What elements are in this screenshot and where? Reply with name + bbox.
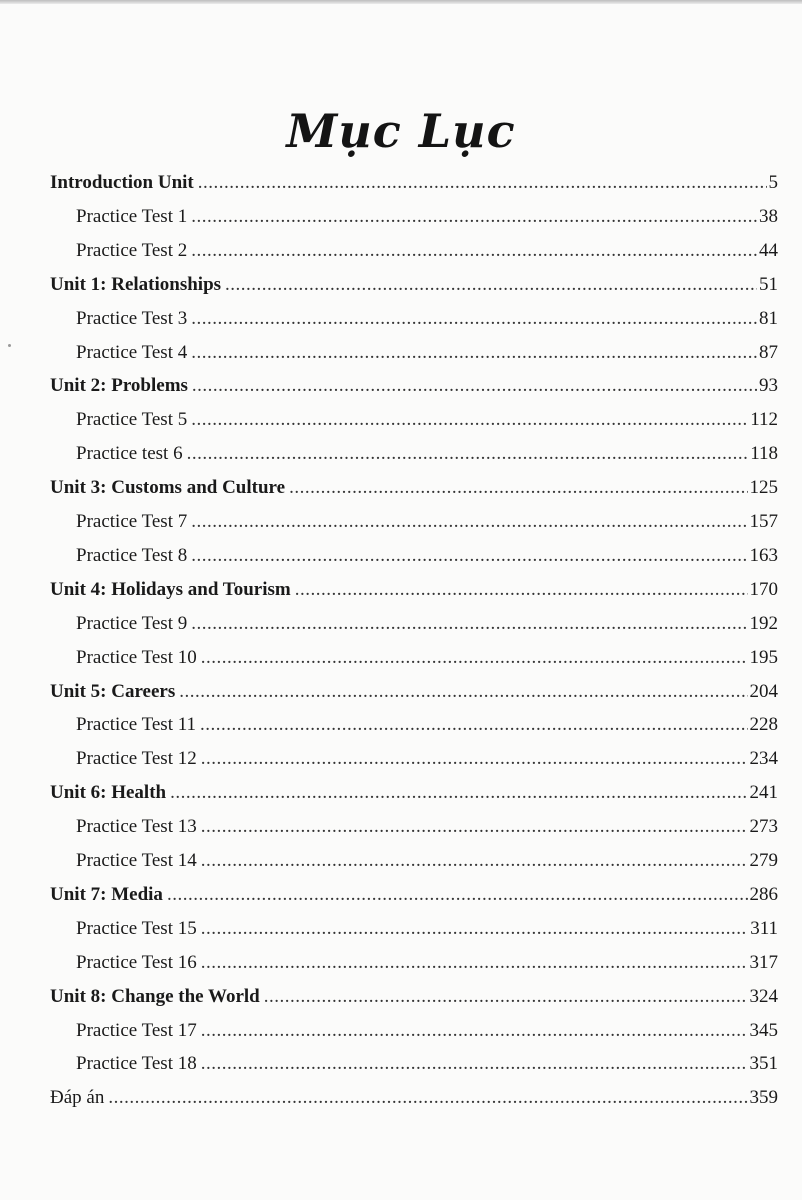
toc-test-entry (76, 743, 778, 775)
dot-leader (201, 811, 748, 843)
dot-leader (170, 777, 747, 809)
scan-speck (8, 344, 11, 347)
page-top-edge (0, 0, 802, 4)
toc-entry-label: Practice Test 8 (76, 544, 188, 566)
toc-entry-label: Unit 2: Problems (50, 375, 188, 397)
toc-entry-page: 324 (749, 985, 778, 1007)
toc-entry-label: Practice Test 1 (76, 205, 188, 227)
dot-leader (201, 1015, 748, 1047)
toc-unit-entry (50, 269, 778, 301)
toc-entry-label: Practice Test 11 (76, 714, 197, 736)
toc-entry-label: Practice test 6 (76, 443, 183, 465)
toc-test-entry (76, 608, 778, 640)
toc-unit-entry (50, 879, 778, 911)
dot-leader (201, 642, 748, 674)
toc-entry-page: 81 (759, 307, 778, 329)
toc-test-entry (76, 1015, 778, 1047)
toc-entry-page: 204 (749, 680, 778, 702)
dot-leader (179, 676, 747, 708)
toc-unit-entry (50, 676, 778, 708)
toc-entry-page: 273 (749, 816, 778, 838)
toc-entry-page: 241 (749, 782, 778, 804)
toc-entry-page: 192 (749, 612, 778, 634)
dot-leader (201, 1048, 748, 1080)
dot-leader (192, 370, 757, 402)
toc-entry-page: 112 (750, 409, 778, 431)
dot-leader (225, 269, 757, 301)
toc-entry-label: Practice Test 13 (76, 816, 197, 838)
dot-leader (201, 913, 748, 945)
toc-test-entry (76, 811, 778, 843)
toc-entry-page: 51 (759, 273, 778, 295)
toc-test-entry (76, 201, 778, 233)
toc-entry-page: 311 (750, 917, 778, 939)
toc-entry-page: 170 (749, 578, 778, 600)
dot-leader (191, 540, 747, 572)
toc-entry-page: 125 (749, 477, 778, 499)
toc-test-entry (76, 506, 778, 538)
toc-test-entry (76, 540, 778, 572)
toc-test-entry (76, 947, 778, 979)
dot-leader (191, 235, 757, 267)
toc-unit-entry (50, 981, 778, 1013)
toc-entry-page: 118 (750, 443, 778, 465)
toc-entry-label: Practice Test 7 (76, 511, 188, 532)
dot-leader (200, 709, 747, 741)
dot-leader (201, 845, 748, 877)
toc-entry-page: 345 (749, 1019, 778, 1041)
toc-entry-page: 317 (749, 951, 778, 973)
toc-test-entry (76, 913, 778, 945)
toc-entry-label: Unit 6: Health (50, 782, 167, 804)
toc-entry-page: 195 (749, 646, 778, 668)
toc-entry-label: Unit 4: Holidays and Tourism (50, 578, 291, 600)
toc-entry-label: Practice Test 9 (76, 612, 188, 634)
toc-answers-entry (50, 1082, 778, 1114)
toc-entry-label: Practice Test 12 (76, 748, 197, 770)
toc-entry-label: Practice Test 17 (76, 1019, 197, 1041)
toc-entry-label: Practice Test 15 (76, 917, 197, 939)
toc-test-entry (76, 709, 778, 741)
page-title: Mục Lục (286, 104, 516, 158)
toc-entry-label: Đáp án (50, 1087, 105, 1109)
toc-entry-page: 163 (749, 544, 778, 566)
toc-entry-page: 228 (749, 714, 778, 736)
toc-entry-label: Unit 1: Relationships (50, 273, 222, 295)
toc-entry-page: 5 (768, 172, 778, 193)
toc-unit-entry (50, 472, 778, 504)
dot-leader (201, 743, 748, 775)
dot-leader (191, 201, 757, 233)
toc-entry-page: 286 (749, 883, 778, 905)
toc-entry-label: Unit 3: Customs and Culture (50, 477, 286, 499)
toc-entry-page: 38 (759, 205, 778, 227)
toc-unit-entry (50, 574, 778, 606)
toc-test-entry (76, 1048, 778, 1080)
toc-entry-page: 87 (759, 341, 778, 363)
dot-leader (264, 981, 748, 1013)
dot-leader (191, 404, 748, 436)
toc-entry-label: Practice Test 10 (76, 646, 197, 668)
toc-unit-entry (50, 370, 778, 402)
toc-entry-label: Practice Test 16 (76, 951, 197, 973)
toc-test-entry (76, 235, 778, 267)
dot-leader (198, 167, 767, 199)
dot-leader (201, 947, 748, 979)
dot-leader (295, 574, 748, 606)
toc-entry-label: Practice Test 18 (76, 1053, 197, 1075)
toc-entry-label: Practice Test 5 (76, 409, 188, 431)
toc-entry-page: 157 (749, 511, 778, 532)
dot-leader (187, 438, 749, 470)
toc-entry-label: Practice Test 14 (76, 850, 197, 871)
dot-leader (191, 608, 747, 640)
toc-test-entry (76, 303, 778, 335)
toc-entry-page: 351 (749, 1053, 778, 1075)
dot-leader (191, 337, 757, 369)
toc-entry-label: Practice Test 4 (76, 341, 188, 363)
toc-entry-label: Unit 7: Media (50, 883, 163, 905)
dot-leader (108, 1082, 747, 1114)
dot-leader (167, 879, 748, 911)
toc-entry-label: Introduction Unit (50, 172, 194, 193)
toc-unit-entry (50, 777, 778, 809)
toc-entry-page: 279 (749, 850, 778, 871)
dot-leader (289, 472, 747, 504)
toc-entry-page: 234 (749, 748, 778, 770)
toc-test-entry (76, 337, 778, 369)
toc-entry-label: Unit 8: Change the World (50, 985, 260, 1007)
toc-unit-entry (50, 167, 778, 199)
toc-entry-page: 359 (749, 1087, 778, 1109)
toc-test-entry (76, 845, 778, 877)
dot-leader (191, 506, 747, 538)
toc-entry-label: Practice Test 3 (76, 307, 188, 329)
toc-test-entry (76, 642, 778, 674)
toc-test-entry (76, 438, 778, 470)
toc-entry-label: Practice Test 2 (76, 239, 188, 261)
toc-test-entry (76, 404, 778, 436)
toc-entry-page: 93 (759, 375, 778, 397)
toc-entry-label: Unit 5: Careers (50, 680, 176, 702)
dot-leader (191, 303, 757, 335)
toc-entry-page: 44 (759, 239, 778, 261)
